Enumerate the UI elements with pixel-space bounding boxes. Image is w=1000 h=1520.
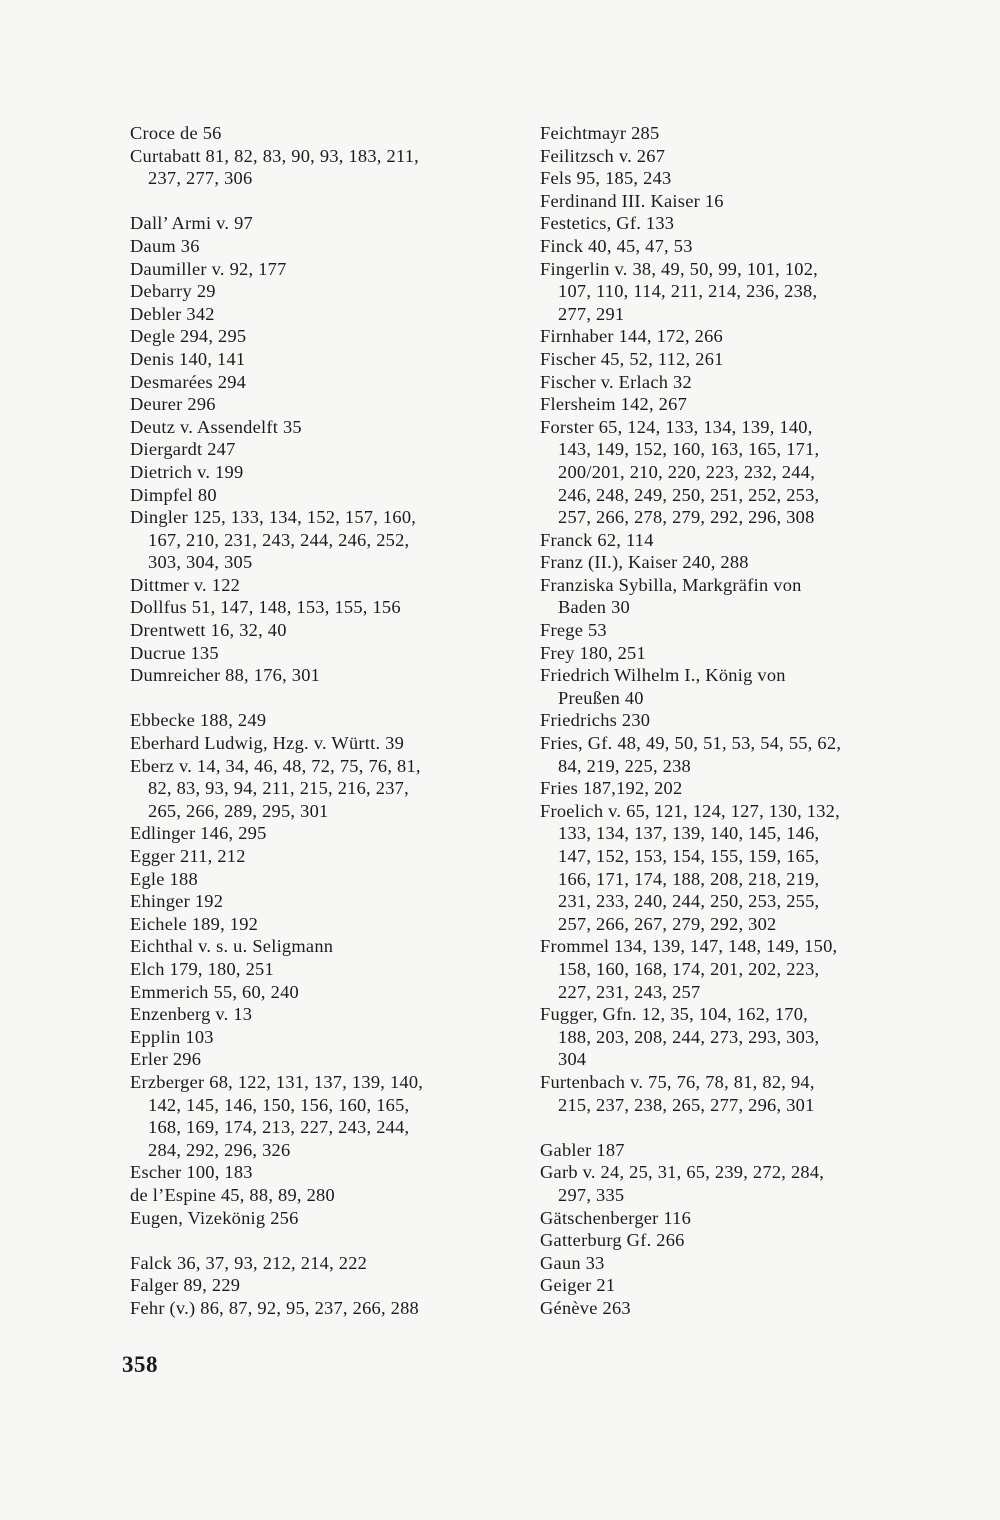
- index-entry: Degle 294, 295: [130, 326, 247, 347]
- index-entry: Desmarées 294: [130, 371, 247, 392]
- index-entry-continuation: 200/201, 210, 220, 223, 232, 244,: [558, 461, 816, 482]
- index-entry: Friedrichs 230: [540, 710, 651, 731]
- index-entry: Dingler 125, 133, 134, 152, 157, 160,: [130, 507, 417, 528]
- index-entry: Dietrich v. 199: [130, 461, 244, 482]
- index-entry: Franck 62, 114: [540, 529, 654, 550]
- index-entry: Flersheim 142, 267: [540, 394, 688, 415]
- index-entry-continuation: 246, 248, 249, 250, 251, 252, 253,: [558, 484, 820, 505]
- index-entry: Daum 36: [130, 235, 200, 256]
- index-entry-continuation: 215, 237, 238, 265, 277, 296, 301: [558, 1094, 815, 1115]
- index-entry: Erzberger 68, 122, 131, 137, 139, 140,: [130, 1071, 424, 1092]
- index-entry: Deutz v. Assendelft 35: [130, 416, 302, 437]
- index-entry: de l’Espine 45, 88, 89, 280: [130, 1184, 335, 1205]
- index-entry: Egger 211, 212: [130, 846, 246, 866]
- index-entry: Fels 95, 185, 243: [540, 168, 672, 189]
- index-entry: Eichthal v. s. u. Seligmann: [130, 936, 334, 957]
- section-gap: [540, 1116, 905, 1139]
- index-entry: Debarry 29: [130, 281, 216, 302]
- index-entry-continuation: 142, 145, 146, 150, 156, 160, 165,: [148, 1094, 410, 1115]
- index-entry-continuation: 297, 335: [558, 1184, 625, 1205]
- index-entry-continuation: 303, 304, 305: [148, 552, 253, 573]
- index-entry: Croce de 56: [130, 123, 222, 143]
- index-entry: Génève 263: [540, 1297, 631, 1318]
- section-gap: [130, 687, 490, 710]
- index-entry: Frommel 134, 139, 147, 148, 149, 150,: [540, 936, 838, 957]
- index-entry: Franziska Sybilla, Markgräfin von: [540, 574, 802, 595]
- index-entry-continuation: 158, 160, 168, 174, 201, 202, 223,: [558, 958, 820, 979]
- index-entry-continuation: 147, 152, 153, 154, 155, 159, 165,: [558, 846, 820, 866]
- index-entry: Gätschenberger 116: [540, 1207, 692, 1228]
- section-gap: [130, 1229, 490, 1252]
- index-entry: Gabler 187: [540, 1139, 625, 1160]
- index-entry: Eberz v. 14, 34, 46, 48, 72, 75, 76, 81,: [130, 755, 421, 776]
- index-entry: Dall’ Armi v. 97: [130, 213, 254, 234]
- index-entry: Epplin 103: [130, 1026, 214, 1047]
- index-entry: Edlinger 146, 295: [130, 823, 267, 844]
- index-entry: Escher 100, 183: [130, 1162, 253, 1183]
- index-entry: Dollfus 51, 147, 148, 153, 155, 156: [130, 597, 401, 618]
- index-entry-continuation: 188, 203, 208, 244, 273, 293, 303,: [558, 1026, 820, 1047]
- index-entry: Friedrich Wilhelm I., König von: [540, 665, 786, 686]
- index-entry: Franz (II.), Kaiser 240, 288: [540, 552, 749, 573]
- index-entry-continuation: 265, 266, 289, 295, 301: [148, 800, 329, 821]
- index-entry: Erler 296: [130, 1049, 202, 1070]
- index-entry: Eichele 189, 192: [130, 913, 259, 934]
- index-entry: Fehr (v.) 86, 87, 92, 95, 237, 266, 288: [130, 1297, 419, 1318]
- index-entry: Feilitzsch v. 267: [540, 145, 666, 166]
- index-entry-continuation: 84, 219, 225, 238: [558, 755, 691, 776]
- index-entry: Fugger, Gfn. 12, 35, 104, 162, 170,: [540, 1004, 809, 1025]
- index-entry: Garb v. 24, 25, 31, 65, 239, 272, 284,: [540, 1162, 825, 1183]
- index-entry: Denis 140, 141: [130, 348, 246, 369]
- index-entry-continuation: 107, 110, 114, 211, 214, 236, 238,: [558, 281, 818, 302]
- index-entry-continuation: 257, 266, 278, 279, 292, 296, 308: [558, 507, 815, 528]
- index-entry-continuation: 277, 291: [558, 303, 625, 324]
- index-entry: Geiger 21: [540, 1275, 616, 1296]
- index-entry: Dittmer v. 122: [130, 574, 241, 595]
- index-entry: Frey 180, 251: [540, 642, 646, 663]
- index-entry: Firnhaber 144, 172, 266: [540, 326, 723, 347]
- index-entry: Ducrue 135: [130, 642, 219, 663]
- index-entry: Deurer 296: [130, 394, 216, 415]
- index-entry: Enzenberg v. 13: [130, 1004, 253, 1025]
- index-entry: Curtabatt 81, 82, 83, 90, 93, 183, 211,: [130, 145, 419, 166]
- index-entry: Falck 36, 37, 93, 212, 214, 222: [130, 1252, 368, 1273]
- index-entry-continuation: 82, 83, 93, 94, 211, 215, 216, 237,: [148, 778, 409, 799]
- index-entry: Debler 342: [130, 303, 215, 324]
- index-entry: Ehinger 192: [130, 891, 224, 912]
- index-entry: Daumiller v. 92, 177: [130, 258, 287, 279]
- index-column-right: [540, 122, 905, 1319]
- index-entry: Fischer v. Erlach 32: [540, 371, 692, 392]
- index-entry: Falger 89, 229: [130, 1275, 241, 1296]
- index-entry: Drentwett 16, 32, 40: [130, 620, 287, 641]
- index-entry: Finck 40, 45, 47, 53: [540, 235, 693, 256]
- index-entry: Fischer 45, 52, 112, 261: [540, 348, 724, 369]
- index-entry-continuation: 237, 277, 306: [148, 168, 253, 189]
- index-entry-continuation: 167, 210, 231, 243, 244, 246, 252,: [148, 529, 410, 550]
- index-entry: Froelich v. 65, 121, 124, 127, 130, 132,: [540, 800, 840, 821]
- index-entry-continuation: 143, 149, 152, 160, 163, 165, 171,: [558, 439, 820, 460]
- index-entry: Feichtmayr 285: [540, 123, 660, 143]
- index-entry: Frege 53: [540, 620, 607, 641]
- page-number: 358: [122, 1352, 158, 1377]
- index-entry-continuation: 284, 292, 296, 326: [148, 1139, 291, 1160]
- index-entry: Forster 65, 124, 133, 134, 139, 140,: [540, 416, 813, 437]
- index-entry-continuation: 231, 233, 240, 244, 250, 253, 255,: [558, 891, 820, 912]
- index-entry: Gatterburg Gf. 266: [540, 1230, 685, 1251]
- index-entry: Dimpfel 80: [130, 484, 217, 505]
- index-entry: Emmerich 55, 60, 240: [130, 981, 299, 1002]
- index-entry-continuation: Baden 30: [558, 597, 630, 618]
- index-column-left: [130, 122, 490, 1319]
- index-entry-continuation: 227, 231, 243, 257: [558, 981, 701, 1002]
- index-entry: Festetics, Gf. 133: [540, 213, 675, 234]
- index-entry: Furtenbach v. 75, 76, 78, 81, 82, 94,: [540, 1071, 815, 1092]
- index-entry-continuation: Preußen 40: [558, 687, 644, 708]
- section-gap: [130, 190, 490, 213]
- index-entry-continuation: 133, 134, 137, 139, 140, 145, 146,: [558, 823, 820, 844]
- index-entry: Eugen, Vizekönig 256: [130, 1207, 299, 1228]
- index-entry: Elch 179, 180, 251: [130, 958, 274, 979]
- index-entry: Ebbecke 188, 249: [130, 710, 267, 731]
- index-entry: Eberhard Ludwig, Hzg. v. Württ. 39: [130, 733, 405, 754]
- index-entry: Fingerlin v. 38, 49, 50, 99, 101, 102,: [540, 258, 819, 279]
- index-entry-continuation: 304: [558, 1049, 587, 1070]
- index-entry: Fries, Gf. 48, 49, 50, 51, 53, 54, 55, 62,: [540, 733, 842, 754]
- index-entry-continuation: 168, 169, 174, 213, 227, 243, 244,: [148, 1117, 410, 1138]
- index-entry-continuation: 257, 266, 267, 279, 292, 302: [558, 913, 777, 934]
- index-entry-continuation: 166, 171, 174, 188, 208, 218, 219,: [558, 868, 820, 889]
- index-entry: Diergardt 247: [130, 439, 236, 460]
- index-entry: Fries 187,192, 202: [540, 778, 683, 799]
- index-entry: Gaun 33: [540, 1252, 605, 1273]
- index-entry: Ferdinand III. Kaiser 16: [540, 190, 724, 211]
- index-entry: Dumreicher 88, 176, 301: [130, 665, 321, 686]
- index-entry: Egle 188: [130, 868, 198, 889]
